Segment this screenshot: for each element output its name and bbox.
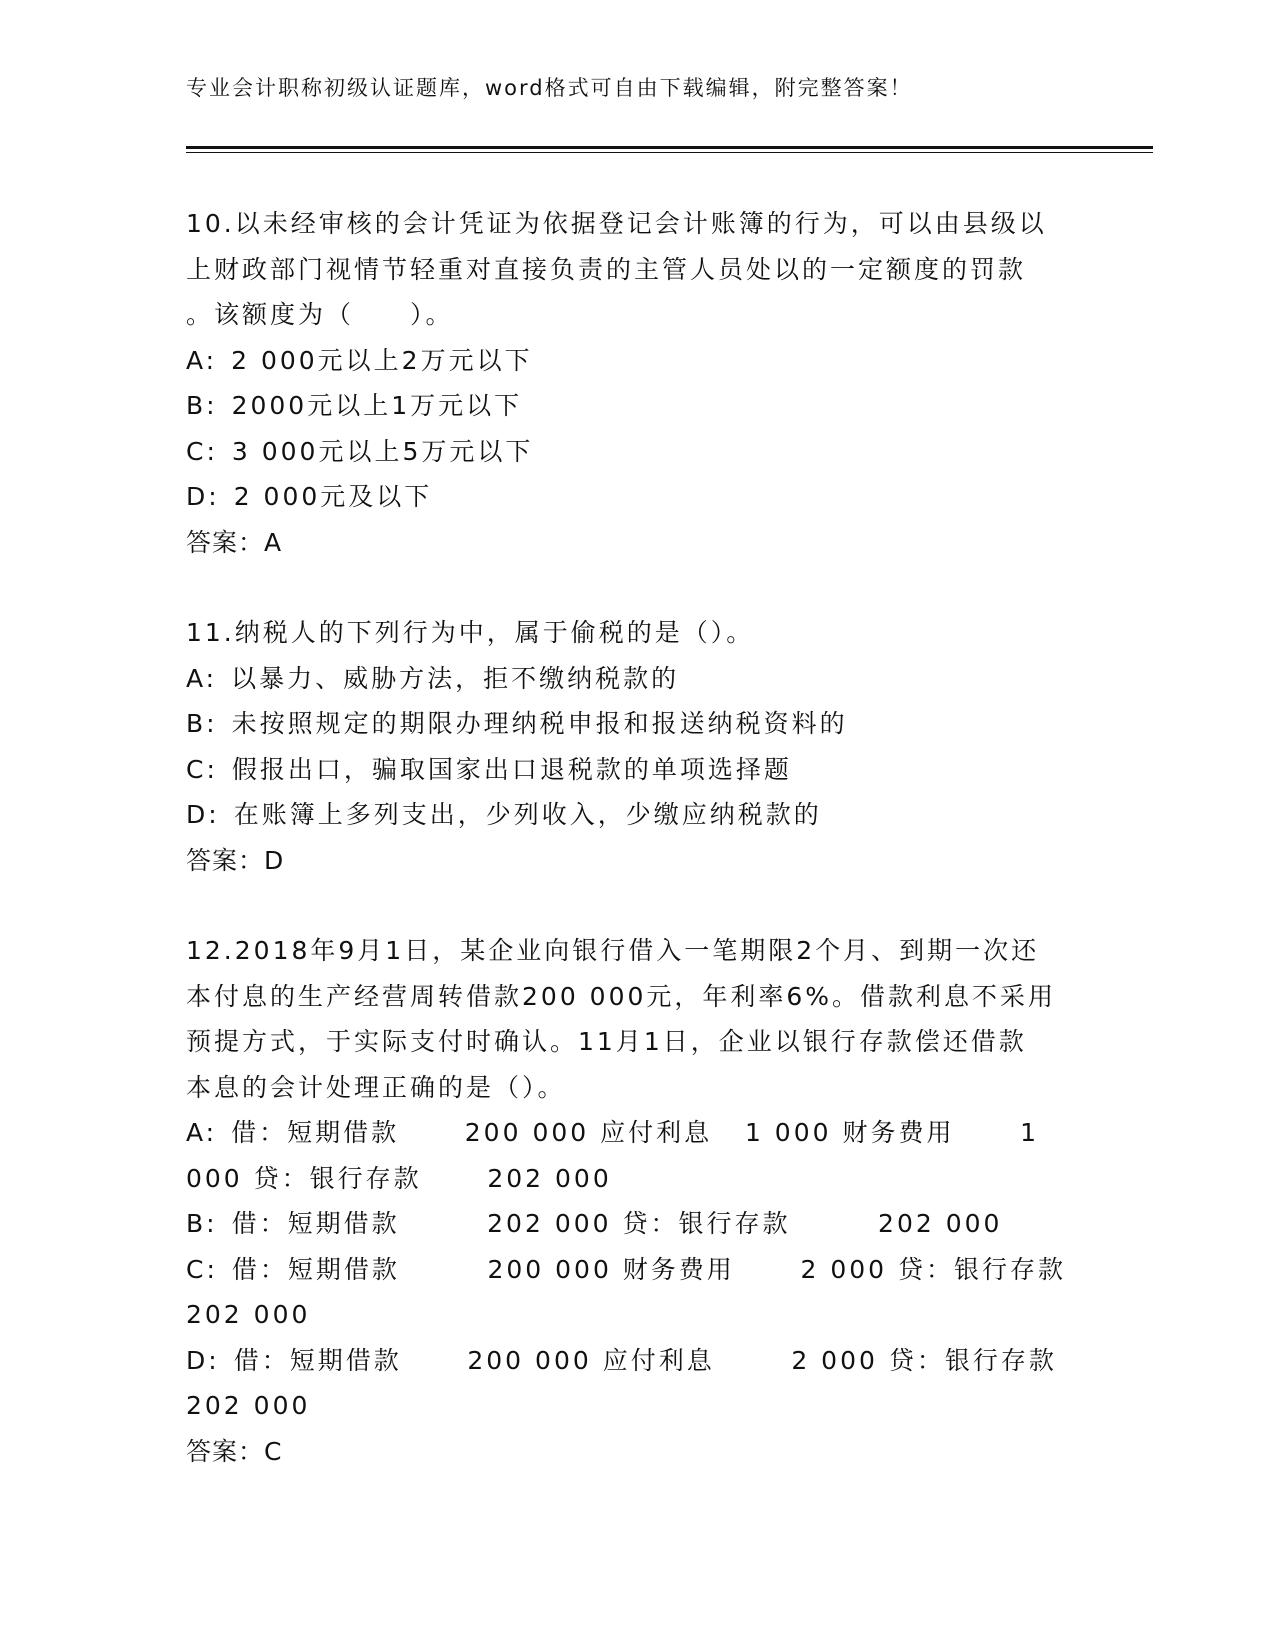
option-key: C: bbox=[186, 754, 218, 784]
option-key: B: bbox=[186, 709, 218, 738]
question-stem-line: 10.以未经审核的会计凭证为依据登记会计账簿的行为，可以由县级以 bbox=[186, 209, 1047, 238]
question-12 bbox=[186, 928, 1086, 1474]
question-10 bbox=[186, 201, 1086, 565]
option-a bbox=[186, 1110, 1086, 1201]
option-key: B: bbox=[186, 391, 218, 420]
question-stem-line: 预提方式，于实际支付时确认。11月1日，企业以银行存款偿还借款 bbox=[186, 1027, 1027, 1056]
option-text: 借：短期借款 202 000 贷：银行存款 202 000 bbox=[231, 1209, 1003, 1238]
option-text: 借：短期借款 200 000 应付利息 2 000 贷：银行存款 202 000 bbox=[186, 1345, 1057, 1420]
option-b bbox=[186, 383, 1086, 429]
option-text: 借：短期借款 200 000 财务费用 2 000 贷：银行存款 202 000 bbox=[186, 1254, 1066, 1329]
option-d bbox=[186, 1338, 1086, 1429]
option-key: B: bbox=[186, 1209, 218, 1238]
option-key: D: bbox=[186, 482, 220, 511]
answer-line: 答案：A bbox=[186, 527, 283, 557]
header-divider-thick bbox=[186, 146, 1153, 149]
option-d bbox=[186, 474, 1086, 520]
answer-line: 答案：C bbox=[186, 1436, 283, 1466]
question-stem-line: 上财政部门视情节轻重对直接负责的主管人员处以的一定额度的罚款 bbox=[186, 254, 1027, 284]
option-text: 2000元以上1万元以下 bbox=[231, 391, 523, 420]
option-c bbox=[186, 747, 1086, 793]
option-c bbox=[186, 429, 1086, 475]
option-d bbox=[186, 792, 1086, 838]
option-text: 2 000元及以下 bbox=[233, 482, 433, 511]
answer-line: 答案：D bbox=[186, 845, 285, 875]
question-stem-line: 本付息的生产经营周转借款200 000元，年利率6%。借款利息不采用 bbox=[186, 981, 1057, 1011]
option-text: 以暴力、威胁方法，拒不缴纳税款的 bbox=[231, 663, 680, 693]
option-c bbox=[186, 1247, 1086, 1338]
question-stem-line: 11.纳税人的下列行为中，属于偷税的是（）。 bbox=[186, 618, 755, 647]
option-key: D: bbox=[186, 800, 220, 829]
option-text: 假报出口，骗取国家出口退税款的单项选择题 bbox=[231, 754, 792, 784]
option-a bbox=[186, 656, 1086, 702]
page-header: 专业会计职称初级认证题库，word格式可自由下载编辑，附完整答案！ bbox=[186, 76, 913, 100]
option-key: C: bbox=[186, 1254, 218, 1284]
question-stem-line: 12.2018年9月1日，某企业向银行借入一笔期限2个月、到期一次还 bbox=[186, 936, 1040, 965]
option-a bbox=[186, 338, 1086, 384]
option-b bbox=[186, 1201, 1086, 1247]
header-divider-thin bbox=[186, 152, 1153, 153]
question-stem-line: 本息的会计处理正确的是（）。 bbox=[186, 1072, 566, 1102]
question-list bbox=[186, 201, 1086, 1474]
option-key: A: bbox=[186, 1118, 218, 1147]
option-key: D: bbox=[186, 1345, 220, 1375]
option-key: A: bbox=[186, 663, 218, 693]
option-b bbox=[186, 701, 1086, 747]
question-11 bbox=[186, 610, 1086, 883]
option-text: 2 000元以上2万元以下 bbox=[231, 345, 533, 375]
question-stem-line: 。该额度为（ ）。 bbox=[186, 300, 454, 329]
option-text: 在账簿上多列支出，少列收入，少缴应纳税款的 bbox=[233, 800, 822, 829]
option-text: 3 000元以上5万元以下 bbox=[231, 436, 534, 466]
option-key: C: bbox=[186, 436, 218, 466]
option-text: 借：短期借款 200 000 应付利息 1 000 财务费用 1 000 贷：银行存款 202 000 bbox=[186, 1118, 1040, 1193]
option-text: 未按照规定的期限办理纳税申报和报送纳税资料的 bbox=[231, 709, 848, 738]
option-key: A: bbox=[186, 345, 218, 375]
